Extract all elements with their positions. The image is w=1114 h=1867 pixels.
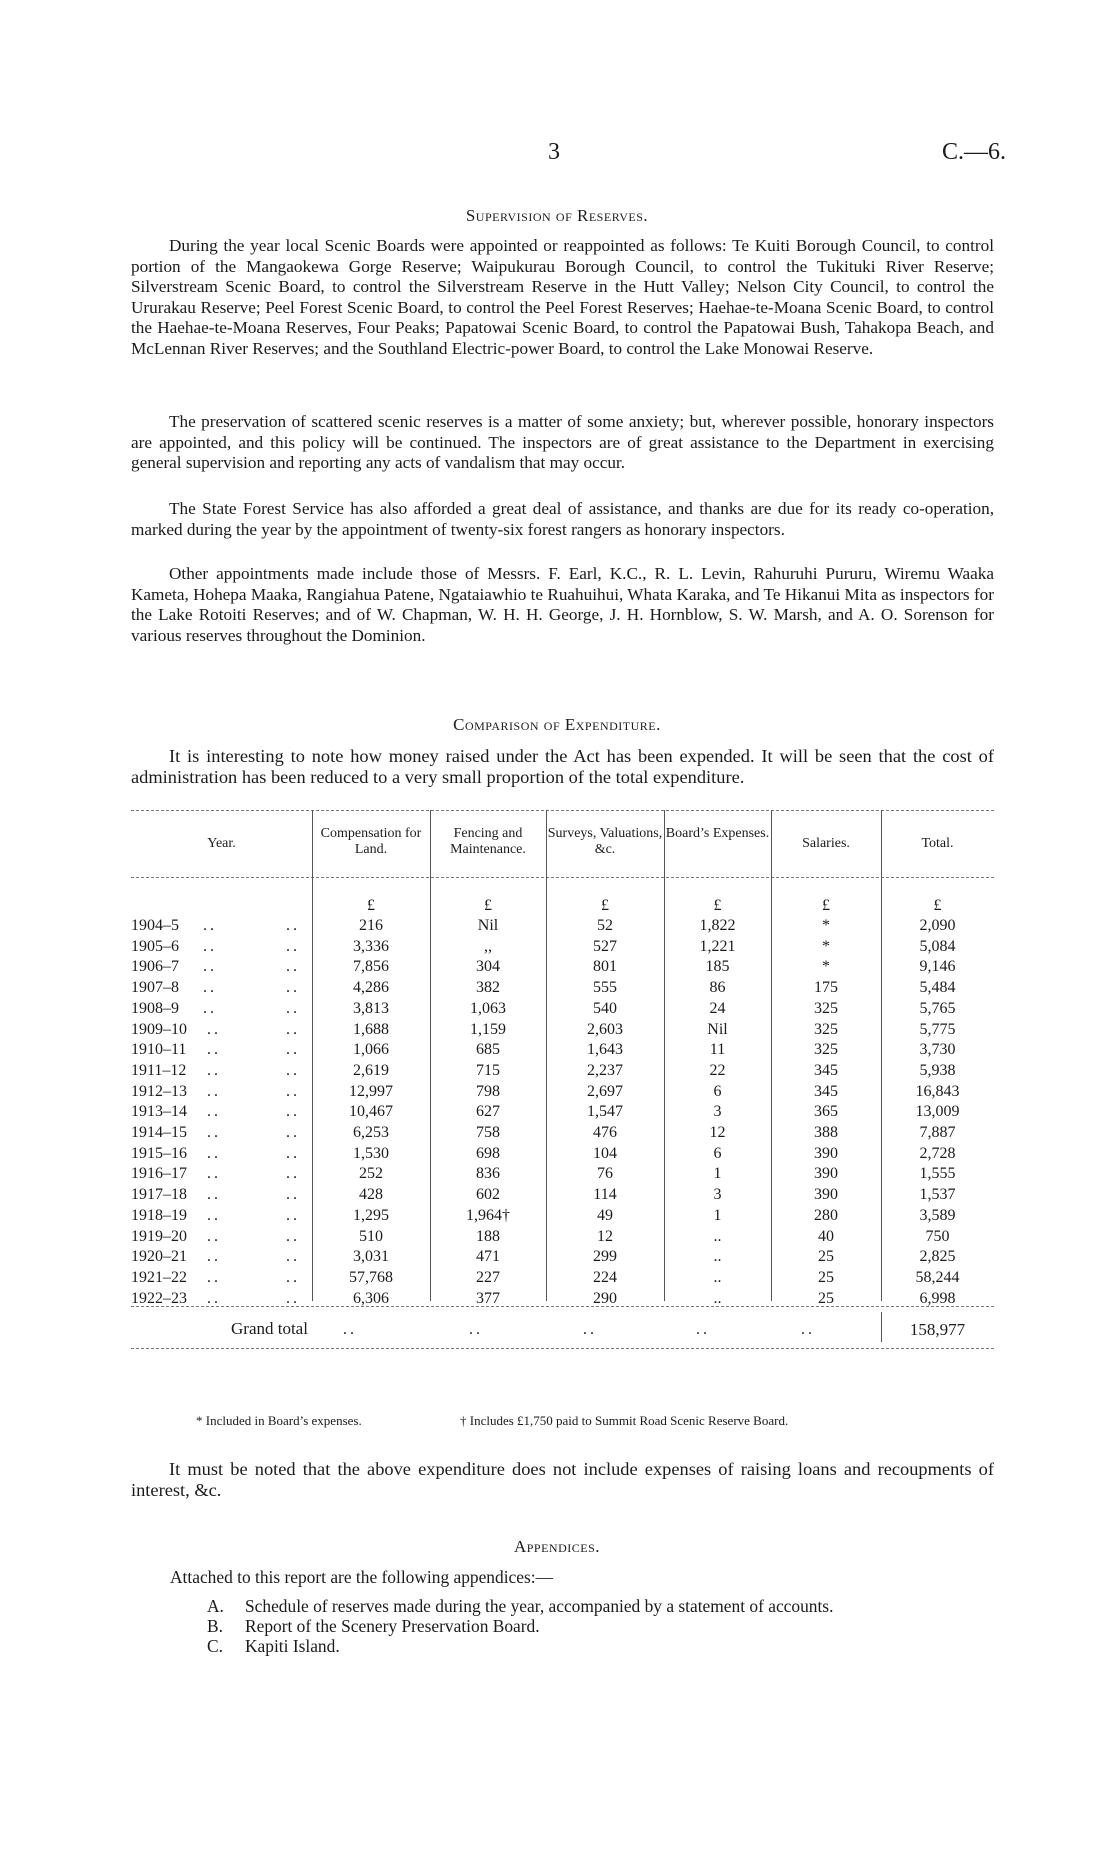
- row-cell: 10,467: [349, 1103, 393, 1121]
- col-header-fencing: Fencing and Maintenance.: [450, 826, 526, 857]
- row-cell: 1: [713, 1165, 722, 1183]
- row-cell: 104: [593, 1144, 617, 1162]
- row-year: 1913–14: [131, 1103, 187, 1121]
- row-cell: 345: [814, 1082, 838, 1100]
- row-cell: 1,555: [919, 1165, 956, 1183]
- row-cell: 801: [593, 958, 617, 976]
- row-cell: 527: [593, 937, 617, 955]
- row-cell: 57,768: [349, 1268, 393, 1286]
- row-cell: 3,813: [353, 999, 389, 1017]
- row-year: 1918–19: [131, 1206, 187, 1224]
- row-cell: ..: [713, 1268, 722, 1286]
- row-cell: Nil: [477, 917, 499, 934]
- row-leader-dots: ..: [286, 958, 300, 976]
- row-cell: 185: [705, 958, 730, 976]
- col-header-total: Total.: [921, 836, 954, 851]
- row-cell: 758: [476, 1124, 500, 1141]
- row-cell: 7,887: [919, 1124, 956, 1141]
- row-cell: 188: [476, 1227, 500, 1245]
- row-leader-dots: ..: [203, 979, 217, 997]
- row-leader-dots: ..: [207, 1144, 221, 1162]
- row-leader-dots: ..: [207, 1041, 221, 1059]
- row-cell: 12,997: [349, 1082, 393, 1100]
- appendix-key: C.: [207, 1636, 223, 1656]
- row-cell: 76: [597, 1165, 613, 1183]
- row-cell: 175: [814, 979, 838, 997]
- row-cell: 325: [814, 1041, 838, 1059]
- row-cell: 3,730: [919, 1041, 956, 1059]
- currency-symbol: £: [713, 897, 722, 914]
- row-year: 1911–12: [131, 1061, 187, 1079]
- row-cell: 836: [476, 1165, 500, 1183]
- header-bottom-rule: [131, 877, 994, 878]
- row-year: 1906–7: [131, 958, 179, 976]
- col-header-year: Year.: [207, 836, 236, 851]
- row-cell: 7,856: [353, 958, 389, 976]
- appendix-text: Report of the Scenery Preservation Board.: [245, 1616, 540, 1636]
- row-cell: 555: [593, 979, 617, 997]
- row-leader-dots: ..: [203, 917, 217, 934]
- row-cell: 1,066: [353, 1041, 389, 1059]
- row-cell: 1,688: [353, 1020, 389, 1038]
- row-cell: 698: [476, 1144, 500, 1162]
- row-cell: 5,775: [919, 1020, 956, 1038]
- row-cell: 3,336: [353, 937, 389, 955]
- row-cell: 377: [476, 1289, 500, 1307]
- row-leader-dots: ..: [207, 1103, 221, 1121]
- row-cell: *: [822, 917, 830, 934]
- appendix-item: [207, 1596, 833, 1616]
- row-cell: 798: [476, 1082, 500, 1100]
- row-leader-dots: ..: [286, 1082, 300, 1100]
- appendices-intro: Attached to this report are the following appendices:—: [170, 1567, 553, 1587]
- row-cell: 685: [476, 1041, 500, 1059]
- row-cell: 12: [709, 1124, 726, 1141]
- table-bottom-rule: [131, 1348, 994, 1349]
- row-leader-dots: ..: [286, 1268, 300, 1286]
- row-year: 1922–23: [131, 1289, 187, 1307]
- row-leader-dots: ..: [286, 999, 300, 1017]
- row-cell: 1,537: [919, 1186, 956, 1204]
- row-cell: 22: [709, 1061, 726, 1079]
- currency-symbol: £: [933, 897, 942, 914]
- row-leader-dots: ..: [203, 937, 217, 955]
- row-cell: 290: [593, 1289, 617, 1307]
- row-cell: 602: [476, 1186, 500, 1204]
- row-cell: 299: [593, 1248, 617, 1266]
- row-cell: 390: [814, 1144, 838, 1162]
- row-cell: 382: [476, 979, 500, 997]
- row-cell: 5,938: [919, 1061, 956, 1079]
- row-cell: 325: [814, 1020, 838, 1038]
- supervision-paragraph-4: Other appointments made include those of Messrs. F. Earl, K.C., R. L. Levin, Rahuruhi Pururu, Wiremu Waaka Kameta, Hohepa Maaka, Rangiahua Patene, Ngataiawhio te Ruahuihui, Whata Karaka, and Te Hikanui Mita as inspectors for the Lake Rotoiti Reserves; and of W. Chapman, W. H. H. George, J. H. Hornblow, S. W. Marsh, and A. O. Sorenson for various reserves throughout the Dominion.: [131, 564, 994, 645]
- row-cell: 25: [818, 1248, 834, 1266]
- row-cell: 1,547: [587, 1103, 623, 1121]
- row-year: 1919–20: [131, 1227, 187, 1245]
- row-leader-dots: ..: [207, 1061, 221, 1079]
- expenditure-table: Year. Compensation for Land. Fencing and Maintenance. Surveys, Valuations, &c. Board’s Expenses. Salaries. Total. £ £ £ £ £ £ 1904–5 .. .. 216 Nil 52 1,822 * 2,090 1905–6 .. .. 3,336 ,, 527 1,221 * 5,084 1906–7 .. .. 7,856 304 801 185 * 9,146 1907–8 .. .. 4,286 382 555 86 175 5,484 1908–9 .. .. 3,813 1,063 540 24 325 5,765 1909–10 .. .. 1,688 1,159 2,603 Nil 325 5,775 1910–11 .. .. 1,066 685 1,643 11 325 3,730 1911–12 .. .. 2,619 715 2,237 22 345 5,938 1912–13 .. .. 12,997 798 2,697 6 345 16,843 1913–14 .. .. 10,467 627 1,547 3 365 13,009 1914–15 .. .. 6,253 758 476 12 388 7,887 1915–16 .. .. 1,530 698 104 6 390 2,728 1916–17 .. .. 252 836 76 1 390 1,555 1917–18 .. .. 428 602 114 3 390 1,537 1918–19 .. .. 1,295 1,964† 49 1 280 3,589 1919–20 .. .. 510 188 12 .. 40 750 1920–21 .. .. 3,031 471 299 .. 25 2,825 1921–22 .. .. 57,768 227 224 .. 25 58,244 1922–23 .. .. 6,306 377 290 .. 25 6,998 Grand total .. .. .. .. .. 158,977: [131, 810, 994, 1390]
- row-cell: 390: [814, 1165, 838, 1183]
- row-leader-dots: ..: [207, 1186, 221, 1204]
- row-cell: 9,146: [919, 958, 956, 976]
- row-leader-dots: ..: [203, 999, 217, 1017]
- row-cell: 471: [476, 1248, 500, 1266]
- row-cell: 114: [593, 1186, 617, 1204]
- row-cell: 1,295: [353, 1206, 389, 1224]
- row-cell: 13,009: [915, 1103, 960, 1121]
- row-year: 1908–9: [131, 999, 179, 1017]
- row-cell: 345: [814, 1061, 838, 1079]
- row-cell: *: [822, 958, 830, 976]
- row-year: 1904–5: [131, 917, 179, 934]
- row-leader-dots: ..: [207, 1206, 221, 1224]
- appendix-key: A.: [207, 1596, 224, 1616]
- row-cell: 325: [814, 999, 838, 1017]
- row-year: 1921–22: [131, 1268, 187, 1286]
- row-cell: 6,253: [353, 1124, 389, 1141]
- row-cell: 216: [359, 917, 383, 934]
- row-leader-dots: ..: [286, 1248, 300, 1266]
- currency-symbol: £: [822, 897, 830, 914]
- row-cell: 86: [709, 979, 726, 997]
- row-cell: 3: [713, 1103, 722, 1121]
- currency-symbol: £: [484, 897, 492, 914]
- row-leader-dots: ..: [286, 1165, 300, 1183]
- row-cell: 3: [713, 1186, 722, 1204]
- row-cell: 4,286: [353, 979, 389, 997]
- row-leader-dots: ..: [286, 1186, 300, 1204]
- currency-symbol: £: [367, 897, 375, 914]
- row-cell: 6,306: [353, 1289, 389, 1307]
- row-leader-dots: ..: [286, 1020, 300, 1038]
- row-cell: 25: [818, 1289, 834, 1307]
- row-cell: 2,090: [919, 917, 956, 934]
- row-cell: 6: [713, 1144, 722, 1162]
- row-cell: 390: [814, 1186, 838, 1204]
- row-cell: 227: [476, 1268, 500, 1286]
- row-year: 1909–10: [131, 1020, 187, 1038]
- section-title-appendices: Appendices.: [513, 1537, 601, 1556]
- row-year: 1916–17: [131, 1165, 187, 1183]
- row-leader-dots: ..: [286, 1124, 300, 1141]
- row-cell: 750: [925, 1227, 950, 1245]
- row-year: 1912–13: [131, 1082, 187, 1100]
- row-cell: 2,603: [587, 1020, 623, 1038]
- row-cell: 428: [359, 1186, 383, 1204]
- row-cell: 1,221: [699, 937, 736, 955]
- row-cell: 1,530: [353, 1144, 389, 1162]
- page-number: 3: [548, 139, 560, 165]
- row-cell: 476: [593, 1124, 617, 1141]
- row-cell: 1,822: [699, 917, 736, 934]
- row-leader-dots: ..: [286, 937, 300, 955]
- row-cell: 16,843: [915, 1082, 960, 1100]
- row-cell: *: [822, 937, 830, 955]
- appendix-text: Kapiti Island.: [245, 1636, 340, 1656]
- row-cell: 2,728: [919, 1144, 956, 1162]
- col-header-compensation: Compensation for Land.: [320, 826, 422, 857]
- row-cell: 2,697: [587, 1082, 623, 1100]
- row-leader-dots: ..: [207, 1289, 221, 1307]
- table-top-rule: [131, 810, 994, 811]
- comparison-intro: It is interesting to note how money raised under the Act has been expended. It will be seen that the cost of administration has been reduced to a very small proportion of the total expenditure.: [131, 746, 994, 787]
- row-cell: 6: [713, 1082, 722, 1100]
- row-cell: 1,159: [470, 1020, 506, 1038]
- closing-paragraph: It must be noted that the above expenditure does not include expenses of raising loans and recoupments of interest, &c.: [131, 1459, 994, 1500]
- grand-total-value: 158,977: [909, 1320, 966, 1339]
- row-year: 1907–8: [131, 979, 179, 997]
- row-cell: 1: [713, 1206, 722, 1224]
- row-cell: 510: [359, 1227, 383, 1245]
- row-year: 1915–16: [131, 1144, 187, 1162]
- row-cell: 1,964†: [466, 1206, 510, 1224]
- row-cell: 5,765: [919, 999, 956, 1017]
- row-cell: 5,484: [919, 979, 956, 997]
- row-cell: ..: [713, 1248, 722, 1266]
- appendix-item: [207, 1616, 540, 1636]
- section-title-comparison: Comparison of Expenditure.: [453, 715, 661, 734]
- row-leader-dots: ..: [207, 1082, 221, 1100]
- row-cell: 3,589: [919, 1206, 956, 1224]
- col-header-salaries: Salaries.: [802, 836, 850, 851]
- row-cell: 58,244: [915, 1268, 960, 1286]
- row-leader-dots: ..: [207, 1227, 221, 1245]
- row-year: 1905–6: [131, 937, 179, 955]
- row-year: 1917–18: [131, 1186, 187, 1204]
- row-cell: 6,998: [919, 1289, 956, 1307]
- row-cell: 2,237: [587, 1061, 623, 1079]
- appendix-text: Schedule of reserves made during the year, accompanied by a statement of accounts.: [245, 1596, 834, 1616]
- row-cell: 1,063: [470, 999, 506, 1017]
- row-cell: 5,084: [919, 937, 956, 955]
- row-cell: 25: [818, 1268, 834, 1286]
- row-cell: 280: [814, 1206, 838, 1224]
- row-leader-dots: ..: [286, 1041, 300, 1059]
- row-leader-dots: ..: [286, 1144, 300, 1162]
- row-year: 1914–15: [131, 1124, 187, 1141]
- row-leader-dots: ..: [203, 958, 217, 976]
- row-cell: 365: [814, 1103, 838, 1121]
- row-cell: 304: [476, 958, 500, 976]
- row-leader-dots: ..: [207, 1248, 221, 1266]
- row-cell: ..: [713, 1289, 722, 1307]
- row-cell: 388: [814, 1124, 838, 1141]
- row-cell: 224: [593, 1268, 617, 1286]
- col-header-boards-expenses: Board’s Expenses.: [665, 826, 770, 841]
- row-leader-dots: ..: [286, 1289, 300, 1307]
- supervision-paragraph-2: The preservation of scattered scenic reserves is a matter of some anxiety; but, wherever possible, honorary inspectors are appointed, and this policy will be continued. The inspectors are of great assistance to the Department in exercising general supervision and reporting any acts of vandalism that may occur.: [131, 412, 994, 472]
- row-cell: 2,619: [353, 1061, 389, 1079]
- row-cell: 252: [359, 1165, 383, 1183]
- appendix-item: [207, 1636, 340, 1656]
- row-cell: 3,031: [353, 1248, 389, 1266]
- col-header-surveys: Surveys, Valuations, &c.: [547, 826, 663, 857]
- row-leader-dots: ..: [286, 1227, 300, 1245]
- row-cell: 52: [597, 917, 613, 934]
- row-year: 1910–11: [131, 1041, 187, 1059]
- currency-symbol: £: [601, 897, 609, 914]
- row-leader-dots: ..: [286, 1103, 300, 1121]
- row-cell: 49: [597, 1206, 613, 1224]
- footnote-dagger: † Includes £1,750 paid to Summit Road Scenic Reserve Board.: [460, 1413, 789, 1428]
- row-leader-dots: ..: [207, 1020, 221, 1038]
- row-cell: 715: [476, 1061, 500, 1079]
- document-code: C.—6.: [941, 139, 1006, 165]
- row-leader-dots: ..: [207, 1165, 221, 1183]
- row-leader-dots: ..: [286, 1061, 300, 1079]
- appendix-key: B.: [207, 1616, 223, 1636]
- row-cell: 40: [818, 1227, 834, 1245]
- section-title-supervision: Supervision of Reserves.: [465, 206, 649, 225]
- grand-total-label: Grand total: [231, 1319, 308, 1338]
- row-cell: Nil: [707, 1020, 728, 1038]
- row-leader-dots: ..: [286, 917, 300, 934]
- row-cell: 2,825: [919, 1248, 956, 1266]
- row-cell: 12: [597, 1227, 613, 1245]
- supervision-paragraph-1: During the year local Scenic Boards were appointed or reappointed as follows: Te Kuiti Borough Council, to control portion of the Mangaokewa Gorge Reserve; Waipukurau Borough Council, to control the Tukituki River Reserve; Silverstream Scenic Board, to control the Silverstream Reserve in the Hutt Valley; Nelson City Council, to control the Ururakau Reserve; Peel Forest Scenic Board, to control the Peel Forest Reserves; Haehae-te-Moana Scenic Board, to control the Haehae-te-Moana Reserves, Four Peaks; Papatowai Scenic Board, to control the Papatowai Bush, Tahakopa Beach, and McLennan River Reserves; and the Southland Electric-power Board, to control the Lake Monowai Reserve.: [131, 236, 994, 358]
- row-cell: 540: [593, 999, 617, 1017]
- row-cell: 24: [709, 999, 726, 1017]
- row-year: 1920–21: [131, 1248, 187, 1266]
- supervision-paragraph-3: The State Forest Service has also afforded a great deal of assistance, and thanks are due for its ready co-operation, marked during the year by the appointment of twenty-six forest rangers as honorary inspectors.: [131, 499, 994, 539]
- row-leader-dots: ..: [207, 1124, 221, 1141]
- row-cell: ,,: [484, 937, 492, 955]
- row-cell: 627: [476, 1103, 500, 1121]
- row-cell: ..: [713, 1227, 722, 1245]
- row-cell: 1,643: [587, 1041, 623, 1059]
- row-leader-dots: ..: [286, 1206, 300, 1224]
- footnote-star: * Included in Board’s expenses.: [196, 1413, 362, 1428]
- row-leader-dots: ..: [207, 1268, 221, 1286]
- row-leader-dots: ..: [286, 979, 300, 997]
- row-cell: 11: [709, 1041, 726, 1059]
